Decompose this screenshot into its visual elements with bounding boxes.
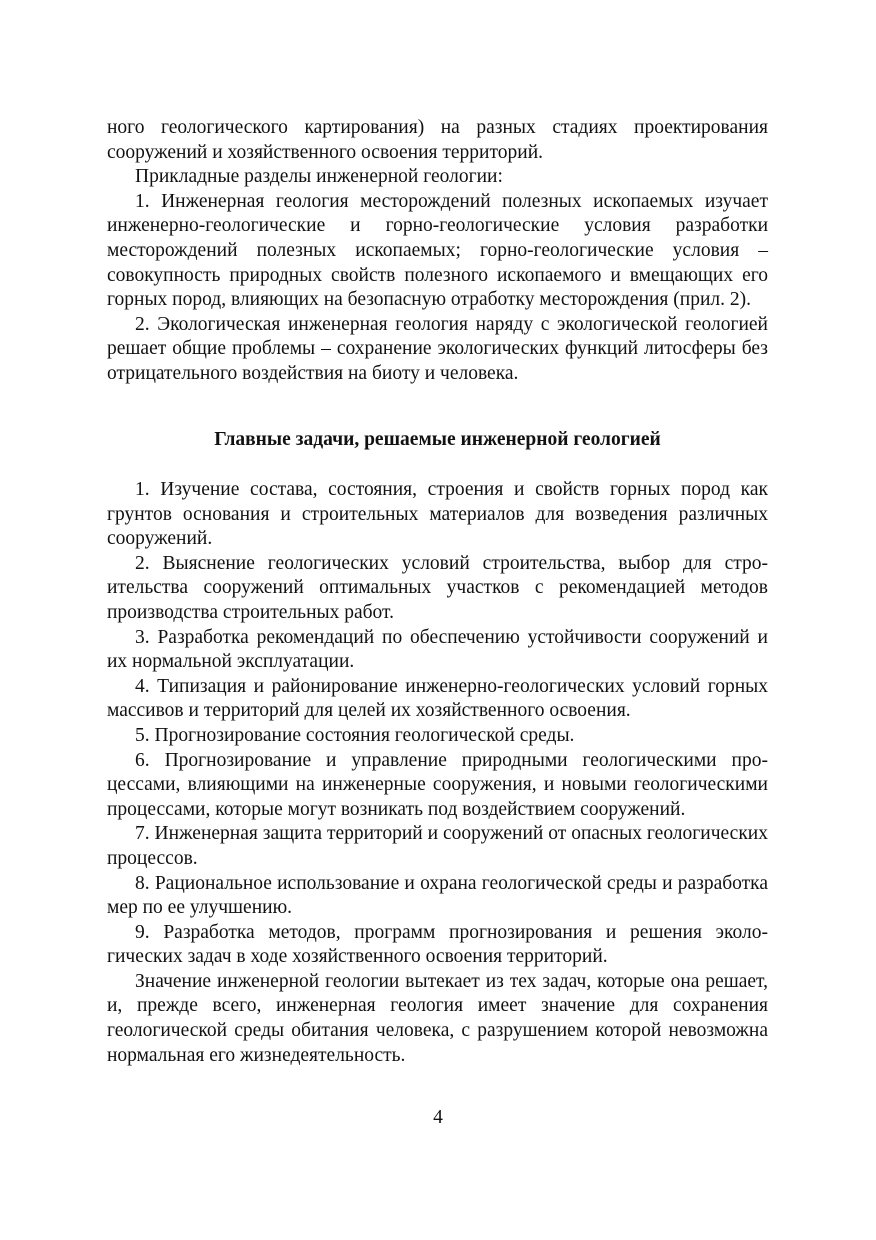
task-item: 5. Прогнозирование состояния геологической среды. [135,724,575,746]
task-item: 3. Разработка рекомендаций по обеспечению устойчивости сооружений и их нормальной эксплуатации. [107,626,768,673]
task-item: 7. Инженерная защита территорий и сооружений от опасных геологических процессов. [107,823,768,869]
applied-section-item: 2. Экологическая инженерная геология наряду с экологической геологией решает общие проблемы – сохранение экологических функций литосферы без отрицательного воздействия на биоту и человека. [107,313,768,384]
continuation-paragraph: ного геологического картирования) на разных стадиях проектирования сооружений и хозяйственного освоения территорий. [107,117,768,163]
intro-block [107,116,768,387]
task-item: 1. Изучение состава, состояния, строения и свойств горных пород как грунтов основания и строительных материалов для возведения различных сооружений. [107,479,768,550]
section-heading: Главные задачи, решаемые инженерной геологией [214,429,661,450]
task-item: 9. Разработка методов, программ прогнозирования и решения экологических задач в ходе хозяйственного освоения территорий. [107,921,768,968]
page-number: 4 [433,1107,443,1128]
task-item: 8. Рациональное использование и охрана геологической среды и разработка мер по ее улучшению. [107,872,768,919]
tasks-block [107,478,768,1068]
task-item: 4. Типизация и районирование инженерно-геологических условий горных массивов и территорий для целей их хозяйственного освоения. [107,675,768,722]
applied-sections-title: Прикладные разделы инженерной геологии: [135,166,503,188]
task-item: 6. Прогнозирование и управление природными геологическими процессами, влияющими на инженерные сооружения, и новыми геологическими процессами, которые могут возникать под воздействием сооружений. [107,749,768,820]
applied-section-item: 1. Инженерная геология месторождений полезных ископаемых изучает инженерно-геологические и горно-геологические условия разработки месторождений полезных ископаемых; горно-геологические условия – совокупность природных свойств полезного ископаемого и вмещающих его горных пород, влияющих на безопасную отработку месторождения (прил. 2). [107,190,768,311]
conclusion-paragraph: Значение инженерной геологии вытекает из тех задач, которые она решает, и, прежде всего, инженерная геология имеет значение для сохранения геологической среды обитания человека, с разрушением которой невозможна нормальная его жизнедеятельность. [107,970,768,1066]
task-item: 2. Выяснение геологических условий строительства, выбор для строительства сооружений оптимальных участков с рекомендацией методов производства строительных работ. [107,552,768,623]
